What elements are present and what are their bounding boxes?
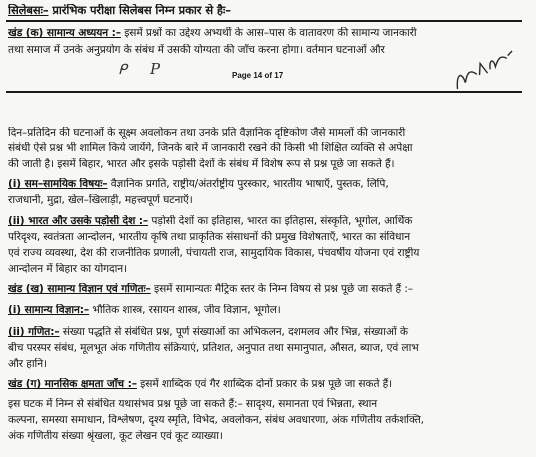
- section-c-line: [8, 378, 530, 391]
- section-c-heading: खंड (ग) मानसिक क्षमता जाँच :–: [8, 378, 137, 390]
- b-item-ii-line-2: बीच परस्पर संबंध, मूलभूत अंक गणितीय संक्रियाएं, प्रतिशत, अनुपात तथा समानुपात, औसत, ब्याज, एवं लाभ: [8, 342, 419, 354]
- section-a-heading: खंड (क) सामान्य अध्ययन :–: [8, 27, 121, 39]
- section-b-heading: खंड (ख) सामान्य विज्ञान एवं गणितः–: [8, 283, 151, 295]
- section-c-line-2: कल्पना, समस्या समाधान, विश्लेषण, दृश्य स्मृति, विभेद, अवलोकन, संबंध अवधारणा, अंक गणितीय तर्कशक्ति,: [8, 414, 424, 426]
- syllabus-heading-text: प्रारंभिक परीक्षा सिलेबस निम्न प्रकार से हैः–: [48, 4, 231, 17]
- b-item-ii-line-3: और हानि।: [8, 358, 47, 370]
- section-c-line-1: इस घटक में निम्न से संबंधित यथासंभव प्रश्न पूछे जा सकते हैं:– सादृश्य, समानता एवं भिन्नता, स्थान: [8, 398, 378, 410]
- heading-rule: [6, 20, 522, 22]
- handwritten-initial-mark-2: P: [150, 60, 161, 78]
- item-i-line-1: [8, 178, 530, 191]
- item-ii-label: (ii) भारत और उसके पड़ोसी देश :–: [8, 215, 149, 227]
- section-c-line-3: अंक गणितीय संख्या श्रृंखला, कूट लेखन एवं कूट व्याख्या।: [8, 430, 223, 442]
- para1-line-3: की जाती है। इसमें बिहार, भारत और इसके पड़ोसी देशों के संबंध में विशेष रूप से प्रश्न पूछे जा सकते हैं।: [8, 158, 395, 170]
- section-a-intro: [8, 27, 530, 40]
- syllabus-heading-label: सिलेबसः–: [8, 4, 49, 17]
- b-item-ii-line-1: [8, 326, 530, 339]
- b-item-i-text: भौतिक शास्त्र, रसायन शास्त्र, जीव विज्ञान, भूगोल।: [89, 304, 281, 316]
- page-number: Page 14 of 17: [232, 71, 284, 80]
- b-item-ii-label: (ii) गणित:–: [8, 326, 60, 338]
- b-item-i-label: (i) सामान्य विज्ञान:–: [8, 304, 90, 316]
- section-a-line-2: तथा समाज में उनके अनुप्रयोग के संबंध में उसकी योग्यता की जाँच करना होगा। वर्तमान घटनाओं और: [8, 44, 385, 56]
- page-break-rule: [6, 91, 522, 93]
- para1-line-2: संबंधी ऐसे प्रश्न भी शामिल किये जायेंगे, जिनके बारे में जानकारी रखने की किसी भी शिक्षित व्यक्ति से अपेक्षा: [8, 142, 413, 154]
- b-item-i-line: [8, 304, 530, 317]
- section-c-text: इसमें शाब्दिक एवं गैर शाब्दिक दोनों प्रकार के प्रश्न पूछे जा सकते हैं।: [136, 378, 393, 390]
- section-a-line-1: इसमें प्रश्नों का उद्देश्य अभ्यर्थी के आस–पास के वातावरण की सामान्य जानकारी: [120, 27, 417, 39]
- item-i-line-2: राजधानी, मुद्रा, खेल–खिलाड़ी, महत्त्वपूर्ण घटनाएँ।: [8, 194, 193, 206]
- item-ii-line-2: परिदृश्य, स्वतंत्रता आन्दोलन, भारतीय कृषि तथा प्राकृतिक संसाधनों की प्रमुख विशेषताएँ, भारत का संविधान: [8, 231, 410, 243]
- item-i-label: (i) सम–सामयिक विषयः–: [8, 178, 108, 190]
- handwritten-initial-mark: ᑭ: [118, 62, 127, 78]
- item-ii-line-4: आन्दोलन में बिहार का योगदान।: [8, 263, 127, 275]
- item-ii-line-1: [8, 215, 530, 228]
- b-item-ii-text: संख्या पद्धति से संबंधित प्रश्न, पूर्ण संख्याओं का अभिकलन, दशमलव और भिन्न, संख्याओं के: [59, 326, 408, 338]
- item-i-text: वैज्ञानिक प्रगति, राष्ट्रीय/अंतर्राष्ट्रीय पुरस्कार, भारतीय भाषाएँ, पुस्तक, लिपि,: [107, 178, 389, 190]
- para1-line-1: दिन–प्रतिदिन की घटनाओं के सूक्ष्म अवलोकन तथा उनके प्रति वैज्ञानिक दृष्टिकोण जैसे मामलों की जानकारी: [8, 127, 406, 139]
- section-b-line: [8, 283, 530, 296]
- item-ii-line-3: एवं राज्य व्यवस्था, देश की राजनीतिक प्रणाली, पंचायती राज, सामुदायिक विकास, पंचवर्षीय योजना एवं राष्ट्रीय: [8, 247, 420, 259]
- syllabus-heading: [8, 4, 530, 17]
- item-ii-text: पड़ोसी देशों का इतिहास, भारत का इतिहास, संस्कृति, भूगोल, आर्थिक: [148, 215, 413, 227]
- section-b-text: इसमें सामान्यतः मैट्रिक स्तर के निम्न विषय से प्रश्न पूछे जा सकते हैं :–: [150, 283, 414, 295]
